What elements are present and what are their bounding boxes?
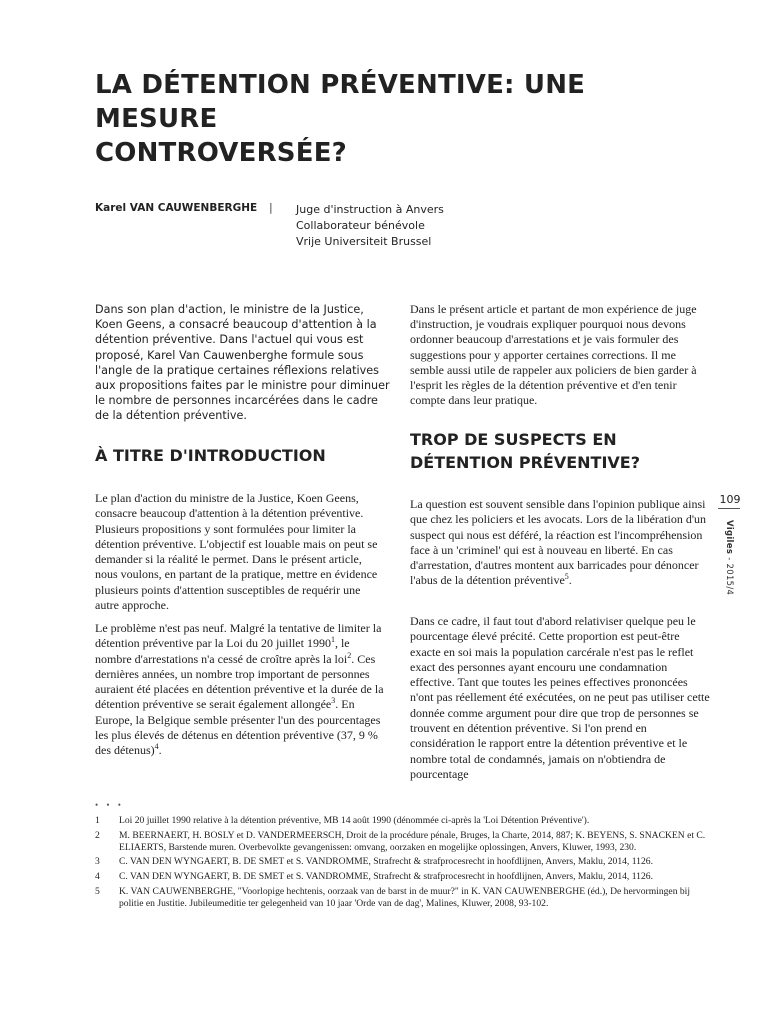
heading-line-1: TROP DE SUSPECTS EN (410, 430, 617, 449)
footnote-item (95, 815, 715, 827)
footnote-item (95, 830, 715, 854)
body-paragraph (410, 497, 710, 589)
intro-right-paragraph: Dans le présent article et partant de mon expérience de juge d'instruction, je voudrais expliquer pourquoi nous devons ordonner beaucoup d'arrestations et je vais formuler des suggestions pour y apporter certaines corrections. Il me semble aussi utile de rappeler aux policiers de bien garder à l'esprit les règles de la détention préventive et d'en tenir compte dans leur pratique. (410, 302, 697, 408)
heading-line-2: DÉTENTION PRÉVENTIVE? (410, 453, 641, 472)
footnote-separator: • • • (95, 800, 124, 810)
author-role: Collaborateur bénévole (296, 219, 425, 232)
text-segment: . Ces dernières années, un nombre trop important de personnes auraient été placées en détention préventive et la durée de la détention préventive se serait également allongée (95, 651, 384, 712)
footnote-text: Loi 20 juillet 1990 relative à la détention préventive, MB 14 août 1990 (dénommée ci-après la 'Loi Détention Préventive'). (119, 815, 590, 826)
footnotes-list (95, 815, 715, 913)
footnote-item (95, 886, 715, 910)
text-segment: , le nombre d'arrestations n'a cessé de croître après la loi (95, 636, 350, 666)
article-title (95, 68, 715, 170)
section-heading-introduction: À TITRE D'INTRODUCTION (95, 446, 326, 465)
footnote-ref[interactable]: 5 (564, 572, 569, 582)
footnote-ref[interactable]: 1 (330, 635, 335, 645)
section-heading-suspects (410, 428, 710, 474)
text-segment: . (568, 573, 572, 588)
title-line-1: LA DÉTENTION PRÉVENTIVE: UNE MESURE (95, 70, 586, 134)
author-role: Juge d'instruction à Anvers (296, 203, 444, 216)
sidebar-divider (718, 508, 740, 509)
footnote-number: 1 (95, 815, 100, 826)
body-paragraph: Le plan d'action du ministre de la Justice, Koen Geens, consacre beaucoup d'attention à la détention préventive. Plusieurs propositions y sont formulées pour limiter la détention préventive. L'objectif est louable mais on peut se demander si la réalité le permet. Dans le présent article, nous voulons, en partant de la pratique, mettre en évidence plusieurs points d'attention susceptibles de requérir une autre approche. (95, 491, 378, 613)
author-role: Vrije Universiteit Brussel (296, 235, 432, 248)
footnote-item (95, 871, 715, 883)
author-block (95, 202, 695, 252)
footnote-text: K. VAN CAUWENBERGHE, "Voorlopige hechtenis, oorzaak van de barst in de muur?" in K. VAN CAUWENBERGHE (éd.), De hervormingen bij politie en Justitie. Jubileumeditie ter gelegenheid van 10 jaar 'Orde van de dag', Malines, Kluwer, 2008, 93-102. (119, 885, 691, 909)
text-segment: Le problème n'est pas neuf. Malgré la tentative de limiter la détention préventive par la Loi du 20 juillet 1990 (95, 621, 382, 651)
footnote-ref[interactable]: 2 (347, 650, 352, 660)
footnote-text: C. VAN DEN WYNGAERT, B. DE SMET et S. VANDROMME, Strafrecht & strafprocesrecht in hoofdlijnen, Anvers, Maklu, 2014, 1126. (119, 871, 653, 883)
footnote-number: 2 (95, 829, 100, 841)
footnote-number: 4 (95, 871, 100, 883)
footnote-number: 3 (95, 856, 100, 868)
footnote-item (95, 856, 715, 868)
journal-issue: - 2015/4 (724, 554, 734, 596)
footnote-number: 5 (95, 885, 100, 897)
author-separator: | (269, 201, 273, 214)
journal-name: Vigiles (724, 520, 734, 555)
journal-label (724, 520, 734, 595)
footnote-text: C. VAN DEN WYNGAERT, B. DE SMET et S. VANDROMME, Strafrecht & strafprocesrecht in hoofdlijnen, Anvers, Maklu, 2014, 1126. (119, 856, 653, 868)
page-number: 109 (719, 493, 741, 506)
text-segment: La question est souvent sensible dans l'opinion publique ainsi que chez les policiers et les avocats. Lors de la libération d'un suspect qui nous est déféré, la réaction est l'incompréhension face à un 'criminel' qui est à nouveau en liberté. En cas d'arrestation, d'autres montent aux barricades pour dénoncer l'abus de la détention préventive (410, 497, 707, 588)
author-name: Karel VAN CAUWENBERGHE (95, 202, 258, 214)
footnote-text: M. BEERNAERT, H. BOSLY et D. VANDERMEERSCH, Droit de la procédure pénale, Bruges, la Charte, 2014, 887; K. BEYENS, S. SNACKEN et C. ELIAERTS, Barstende muren. Overbevolkte gevangenissen: omvang, oorzaken en mogelijke oplossingen, Anvers, Kluwer, 1993, 230. (119, 829, 706, 853)
body-paragraph (95, 621, 385, 759)
text-segment: . En Europe, la Belgique semble présenter l'un des pourcentages les plus élevés de détenus en détention préventive (37, 9 % des détenus) (95, 697, 381, 758)
intro-abstract: Dans son plan d'action, le ministre de la Justice, Koen Geens, a consacré beaucoup d'attention à la détention préventive. Dans l'actuel qui vous est proposé, Karel Van Cauwenberghe formule sous l'angle de la pratique certaines réflexions relatives aux propositions faites par le ministre pour diminuer le nombre de personnes incarcérées dans le cadre de la détention préventive. (95, 303, 390, 423)
body-paragraph: Dans ce cadre, il faut tout d'abord relativiser quelque peu le pourcentage élevé précité. Cette proportion est peut-être exacte en soi mais la population carcérale n'est pas le reflet exact des personnes ayant encouru une condamnation effective. Tant que toutes les peines effectives prononcées n'ont pas réellement été exécutées, on ne peut pas utiliser cette donnée comme argument pour dire que trop de personnes se trouvent en détention préventive. Si l'on prend en considération le rapport entre la détention préventive et le nombre total de condamnés, jamais on n'obtiendra de pourcentage (410, 614, 710, 781)
footnote-ref[interactable]: 3 (331, 696, 336, 706)
footnote-ref[interactable]: 4 (154, 742, 159, 752)
title-line-2: CONTROVERSÉE? (95, 138, 347, 168)
text-segment: . (158, 743, 162, 758)
author-roles (296, 202, 444, 250)
